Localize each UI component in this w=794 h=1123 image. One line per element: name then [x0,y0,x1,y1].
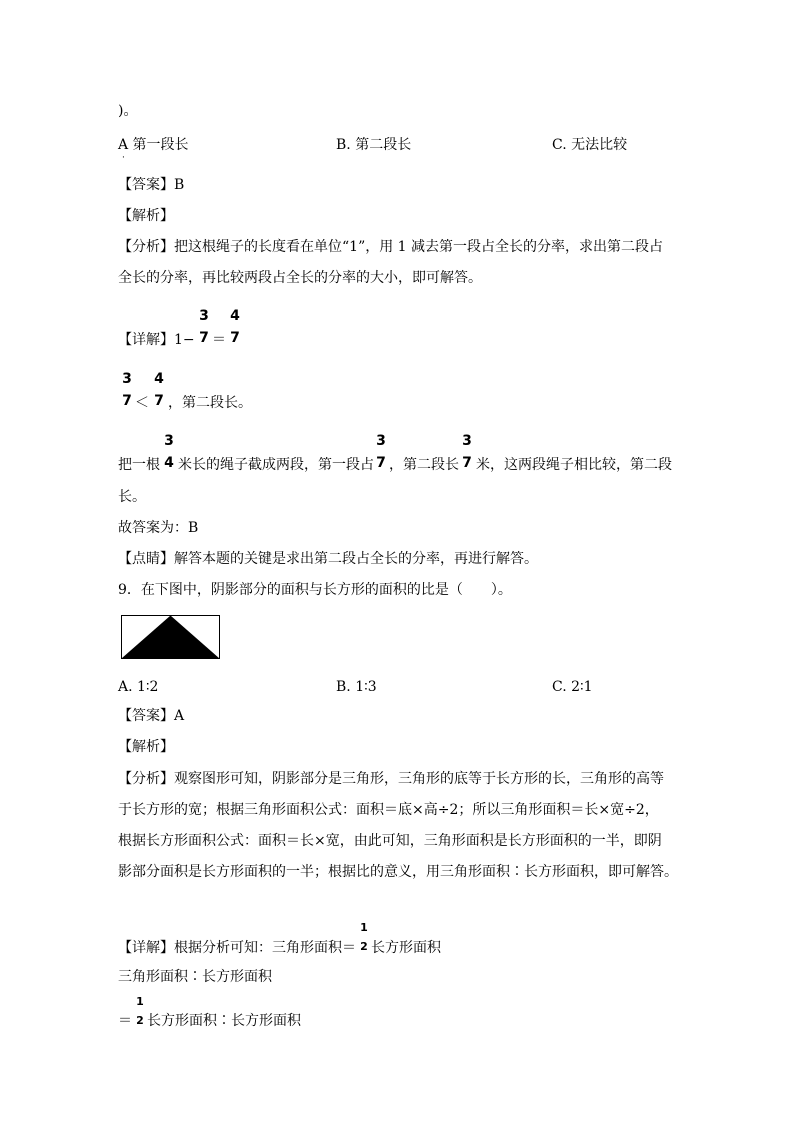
fraction-numerator: 3 [462,433,472,449]
fraction-numerator: 1 [136,995,144,1008]
fraction-numerator: 3 [164,433,174,449]
q8-option-c: C. 无法比较 [552,137,628,153]
q9-analysis-line4: 影部分面积是长方形面积的一半；根据比的意义，用三角形面积∶长方形面积，即可解答。 [118,864,678,880]
fraction-1-2 [134,996,146,1026]
q9-analysis-line1: 【分析】观察图形可知，阴影部分是三角形，三角形的底等于长方形的长，三角形的高等 [118,771,664,787]
fraction-denominator: 4 [164,455,174,471]
q8-comment: 【点睛】解答本题的关键是求出第二段占全长的分率，再进行解答。 [118,551,538,567]
fraction-denominator: 2 [360,940,368,953]
fraction-3-7 [460,434,474,470]
fraction-denominator: 7 [376,455,386,471]
fraction-numerator: 3 [376,433,386,449]
q8-analysis-line2: 全长的分率，再比较两段占全长的分率的大小，即可解答。 [118,270,482,286]
fraction-denominator: 7 [230,330,240,346]
q8-final-answer: 故答案为：B [118,520,199,536]
equals-sign: ＝ [212,332,226,348]
fraction-3-7 [374,434,388,470]
q9-option-b: B. 1∶3 [336,679,377,695]
fraction-1-2 [358,922,370,952]
q8-analysis-line1: 【分析】把这根绳子的长度看在单位“1”，用 1 减去第一段占全长的分率，求出第二段占 [118,239,664,255]
q8-rope-text-1: 把一根 [118,457,160,473]
q8-rope-text-3: ，第二段长 [389,457,459,473]
q9-analysis-line3: 根据长方形面积公式：面积＝长×宽，由此可知，三角形面积是长方形面积的一半，即阴 [118,833,662,849]
rectangle-triangle-figure [121,615,221,660]
fraction-4-7 [228,309,242,345]
q9-question: 9．在下图中，阴影部分的面积与长方形的面积的比是（ ）。 [118,582,512,598]
q9-analysis-line2: 于长方形的宽；根据三角形面积公式：面积＝底×高÷2；所以三角形面积＝长×宽÷2， [118,802,659,818]
q8-detail-prefix: 【详解】1− [118,332,195,348]
q8-rope-text-2: 米长的绳子截成两段，第一段占 [178,457,374,473]
fraction-numerator: 4 [230,308,240,324]
fraction-3-4 [162,434,176,470]
fraction-3-7 [120,372,134,408]
fraction-denominator: 7 [199,330,209,346]
q9-option-c: C. 2∶1 [552,679,593,695]
fraction-numerator: 3 [122,371,132,387]
q8-compare-tail: ，第二段长。 [168,395,252,411]
fraction-numerator: 4 [154,371,164,387]
less-than-sign: ＜ [135,395,149,411]
q8-option-a: A 第一段长 [118,137,189,153]
equals-sign: ＝ [118,1013,132,1029]
fraction-denominator: 7 [154,393,164,409]
q9-detail-line1b: 长方形面积 [371,940,441,956]
option-dot-mark: · [122,153,125,163]
fraction-numerator: 3 [199,308,209,324]
q8-analysis-heading: 【解析】 [118,208,174,224]
q8-answer: 【答案】B [118,177,185,193]
fraction-3-7 [197,309,211,345]
q8-close-paren: )。 [118,103,138,119]
fraction-4-7 [152,372,166,408]
q8-rope-text-4: 米，这两段绳子相比较，第二段 [476,457,672,473]
q9-detail-line1a: 【详解】根据分析可知：三角形面积＝ [118,940,356,956]
q9-answer: 【答案】A [118,708,185,724]
q8-option-b: B. 第二段长 [336,137,412,153]
fraction-numerator: 1 [360,921,368,934]
q9-analysis-heading: 【解析】 [118,739,174,755]
fraction-denominator: 7 [462,455,472,471]
fraction-denominator: 2 [136,1014,144,1027]
q9-option-a: A. 1∶2 [118,679,159,695]
q9-detail-line2: 三角形面积∶长方形面积 [118,969,272,985]
fraction-denominator: 7 [122,393,132,409]
q9-detail-line3b: 长方形面积∶长方形面积 [147,1013,301,1029]
q8-rope-line2: 长。 [118,489,146,505]
